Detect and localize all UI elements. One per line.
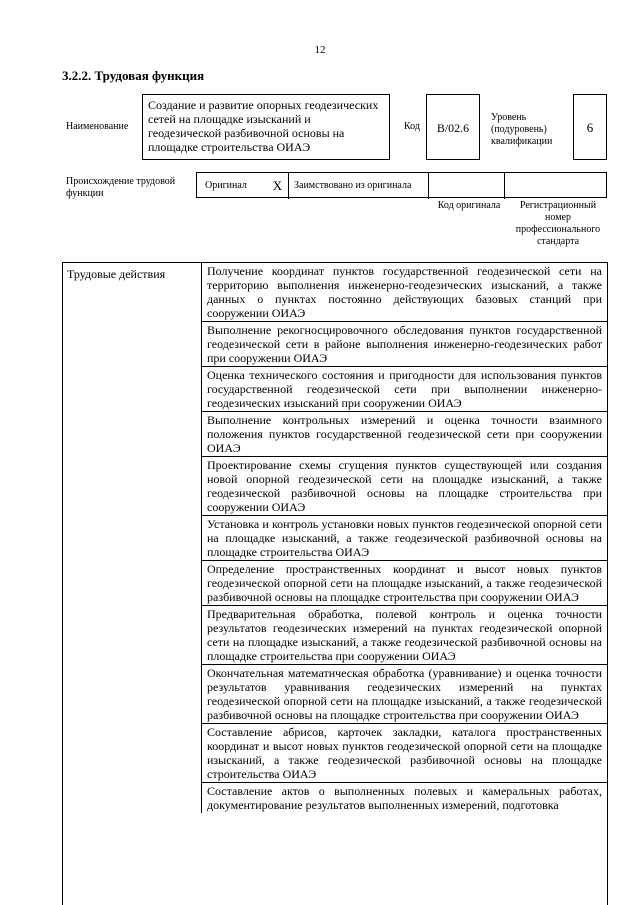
- list-item: Проектирование схемы сгущения пунктов существующей или создания новой опорной геодезической сети на площадке изысканий, а также геодезической разбивочной основы на площадке строительства при сооружении ОИАЭ: [202, 457, 607, 516]
- labor-actions-list: [201, 263, 607, 813]
- reg-number-cell: [505, 173, 608, 199]
- list-item: Предварительная обработка, полевой контроль и оценка точности результатов геодезических измерений на пунктах геодезической опорной сети на площадке изысканий, а также геодезической разбивочной основы на площадке строительства при сооружении ОИАЭ: [202, 606, 607, 665]
- original-code-cell: [429, 173, 505, 199]
- page-number: 12: [314, 44, 326, 56]
- original-code-label: Код оригинала: [437, 200, 501, 211]
- list-item: Составление актов о выполненных полевых и камеральных работах, документирование результатов выполненных измерений, подготовка: [207, 784, 602, 812]
- list-item: Выполнение рекогносцировочного обследования пунктов государственной геодезической сети в районе выполнения инженерно-геодезических работ при сооружении ОИАЭ: [202, 322, 607, 367]
- function-code-value: B/02.6: [426, 94, 480, 160]
- qualification-level-label: Уровень (подуровень) квалификации: [491, 112, 553, 147]
- list-item: Установка и контроль установки новых пунктов геодезической опорной сети на площадке изысканий, а также геодезической разбивочной основы на площадке строительства ОИАЭ: [202, 516, 607, 561]
- section-title: 3.2.2. Трудовая функция: [62, 68, 205, 83]
- code-label: Код: [404, 121, 420, 132]
- original-mark: X: [267, 173, 289, 199]
- qualification-level-value: 6: [573, 94, 607, 160]
- list-item: Определение пространственных координат и высот новых пунктов геодезической опорной сети на площадке изысканий, а также геодезической разбивочной основы на площадке строительства при сооружении ОИАЭ: [202, 561, 607, 606]
- name-label: Наименование: [66, 121, 129, 132]
- list-item: Получение координат пунктов государственной геодезической сети на территорию выполнения инженерно-геодезических изысканий, а также данных о пунктах постоянно действующих базовых станций при сооружении ОИАЭ: [202, 263, 607, 322]
- list-item: Окончательная математическая обработка (уравнивание) и оценка точности результатов уравнивания геодезических измерений на пунктах геодезической опорной сети на площадке изысканий, а также геодезической разбивочной основы на площадке строительства при сооружении ОИАЭ: [202, 665, 607, 724]
- origin-row: [196, 172, 607, 198]
- borrowed-label: Заимствовано из оригинала: [289, 173, 429, 199]
- labor-actions-table: [62, 262, 608, 905]
- origin-label: Происхождение трудовой функции: [66, 176, 176, 199]
- list-item: Оценка технического состояния и пригодности для использования пунктов государственной геодезической сети при выполнении инженерно-геодезических изысканий при сооружении ОИАЭ: [202, 367, 607, 412]
- original-label: Оригинал: [205, 180, 247, 191]
- list-item: Выполнение контрольных измерений и оценка точности взаимного положения пунктов государственной геодезической сети при сооружении ОИАЭ: [202, 412, 607, 457]
- reg-number-label: Регистрационный номер профессионального стандарта: [515, 200, 601, 247]
- function-name-value: Создание и развитие опорных геодезических сетей на площадке изысканий и геодезической разбивочной основы на площадке строительства ОИАЭ: [142, 94, 390, 160]
- labor-actions-label: Трудовые действия: [67, 267, 166, 281]
- list-item: Составление абрисов, карточек закладки, каталога пространственных координат и высот новых пунктов геодезической опорной сети на площадке изысканий, а также геодезической разбивочной основы на площадке строительства ОИАЭ: [202, 724, 607, 783]
